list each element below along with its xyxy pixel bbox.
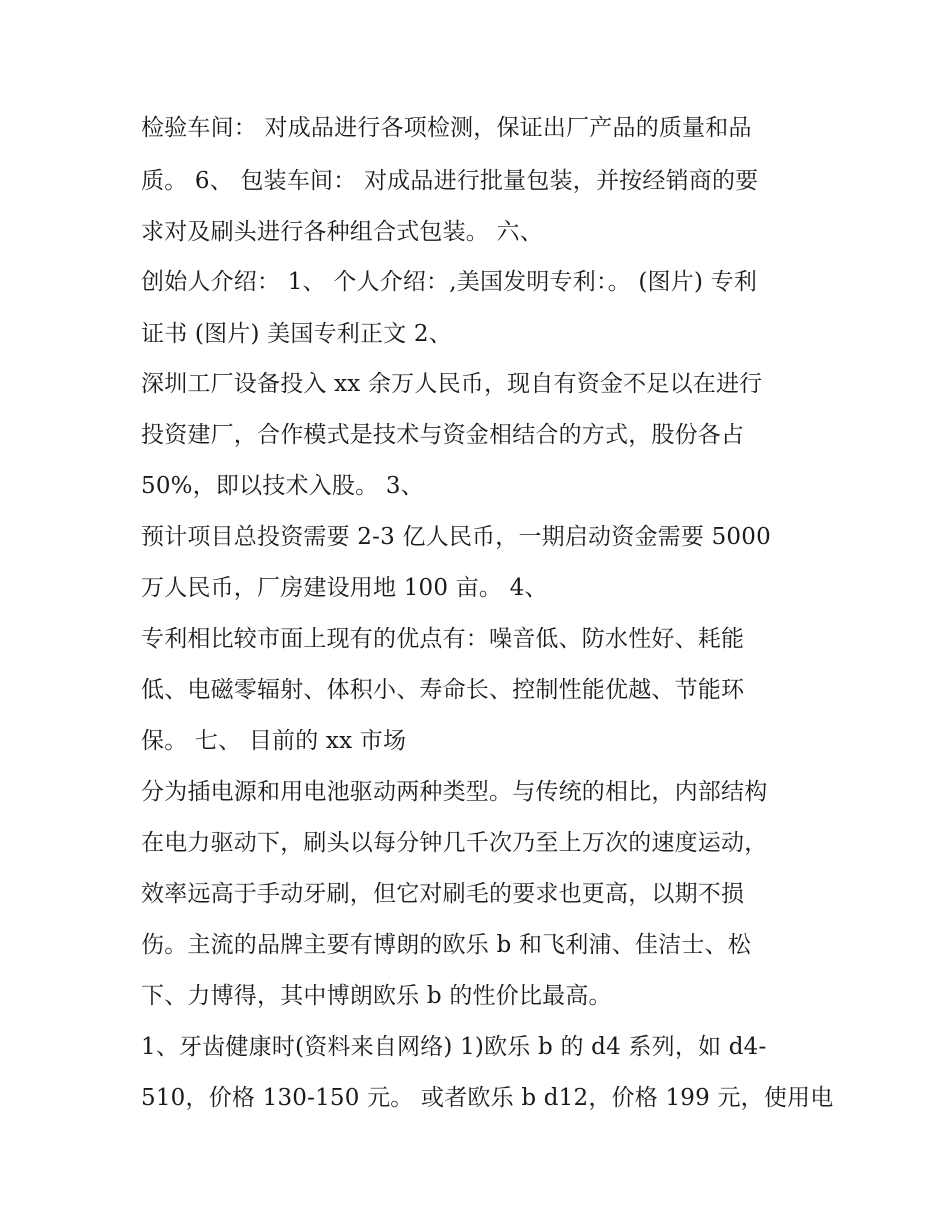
text-line: 万人民币，厂房建设用地 100 亩。 4、 (141, 575, 548, 601)
text-line: 510，价格 130-150 元。 或者欧乐 b d12，价格 199 元，使用电 (141, 1085, 834, 1111)
text-line: 效率远高于手动牙刷，但它对刷毛的要求也更高，以期不损 (141, 881, 745, 907)
text-line: 投资建厂，合作模式是技术与资金相结合的方式，股份各占 (141, 422, 745, 448)
text-line: 下、力博得，其中博朗欧乐 b 的性价比最高。 (141, 983, 612, 1009)
text-line: 预计项目总投资需要 2-3 亿人民币，一期启动资金需要 5000 (141, 524, 771, 550)
text-line: 深圳工厂设备投入 xx 余万人民币，现自有资金不足以在进行 (141, 371, 763, 397)
text-line: 求对及刷头进行各种组合式包装。 六、 (141, 219, 543, 245)
text-line: 分为插电源和用电池驱动两种类型。与传统的相比，内部结构 (141, 779, 768, 805)
text-line: 在电力驱动下，刷头以每分钟几千次乃至上万次的速度运动， (141, 830, 768, 856)
text-line: 创始人介绍： 1、 个人介绍：,美国发明专利：。 (图片) 专利 (141, 269, 758, 295)
text-line: 证书 (图片) 美国专利正文 2、 (141, 321, 452, 347)
text-line: 1、牙齿健康时(资料来自网络) 1)欧乐 b 的 d4 系列，如 d4- (141, 1034, 767, 1060)
text-line: 专利相比较市面上现有的优点有：噪音低、防水性好、耗能 (141, 626, 745, 652)
text-line: 质。 6、 包装车间： 对成品进行批量包装，并按经销商的要 (141, 168, 759, 194)
text-line: 伤。主流的品牌主要有博朗的欧乐 b 和飞利浦、佳洁士、松 (141, 932, 751, 958)
text-line: 保。 七、 目前的 xx 市场 (141, 728, 407, 754)
text-line: 检验车间： 对成品进行各项检测，保证出厂产品的质量和品 (141, 115, 752, 141)
text-line: 低、电磁零辐射、体积小、寿命长、控制性能优越、节能环 (141, 677, 745, 703)
text-line: 50%，即以技术入股。 3、 (141, 473, 424, 499)
